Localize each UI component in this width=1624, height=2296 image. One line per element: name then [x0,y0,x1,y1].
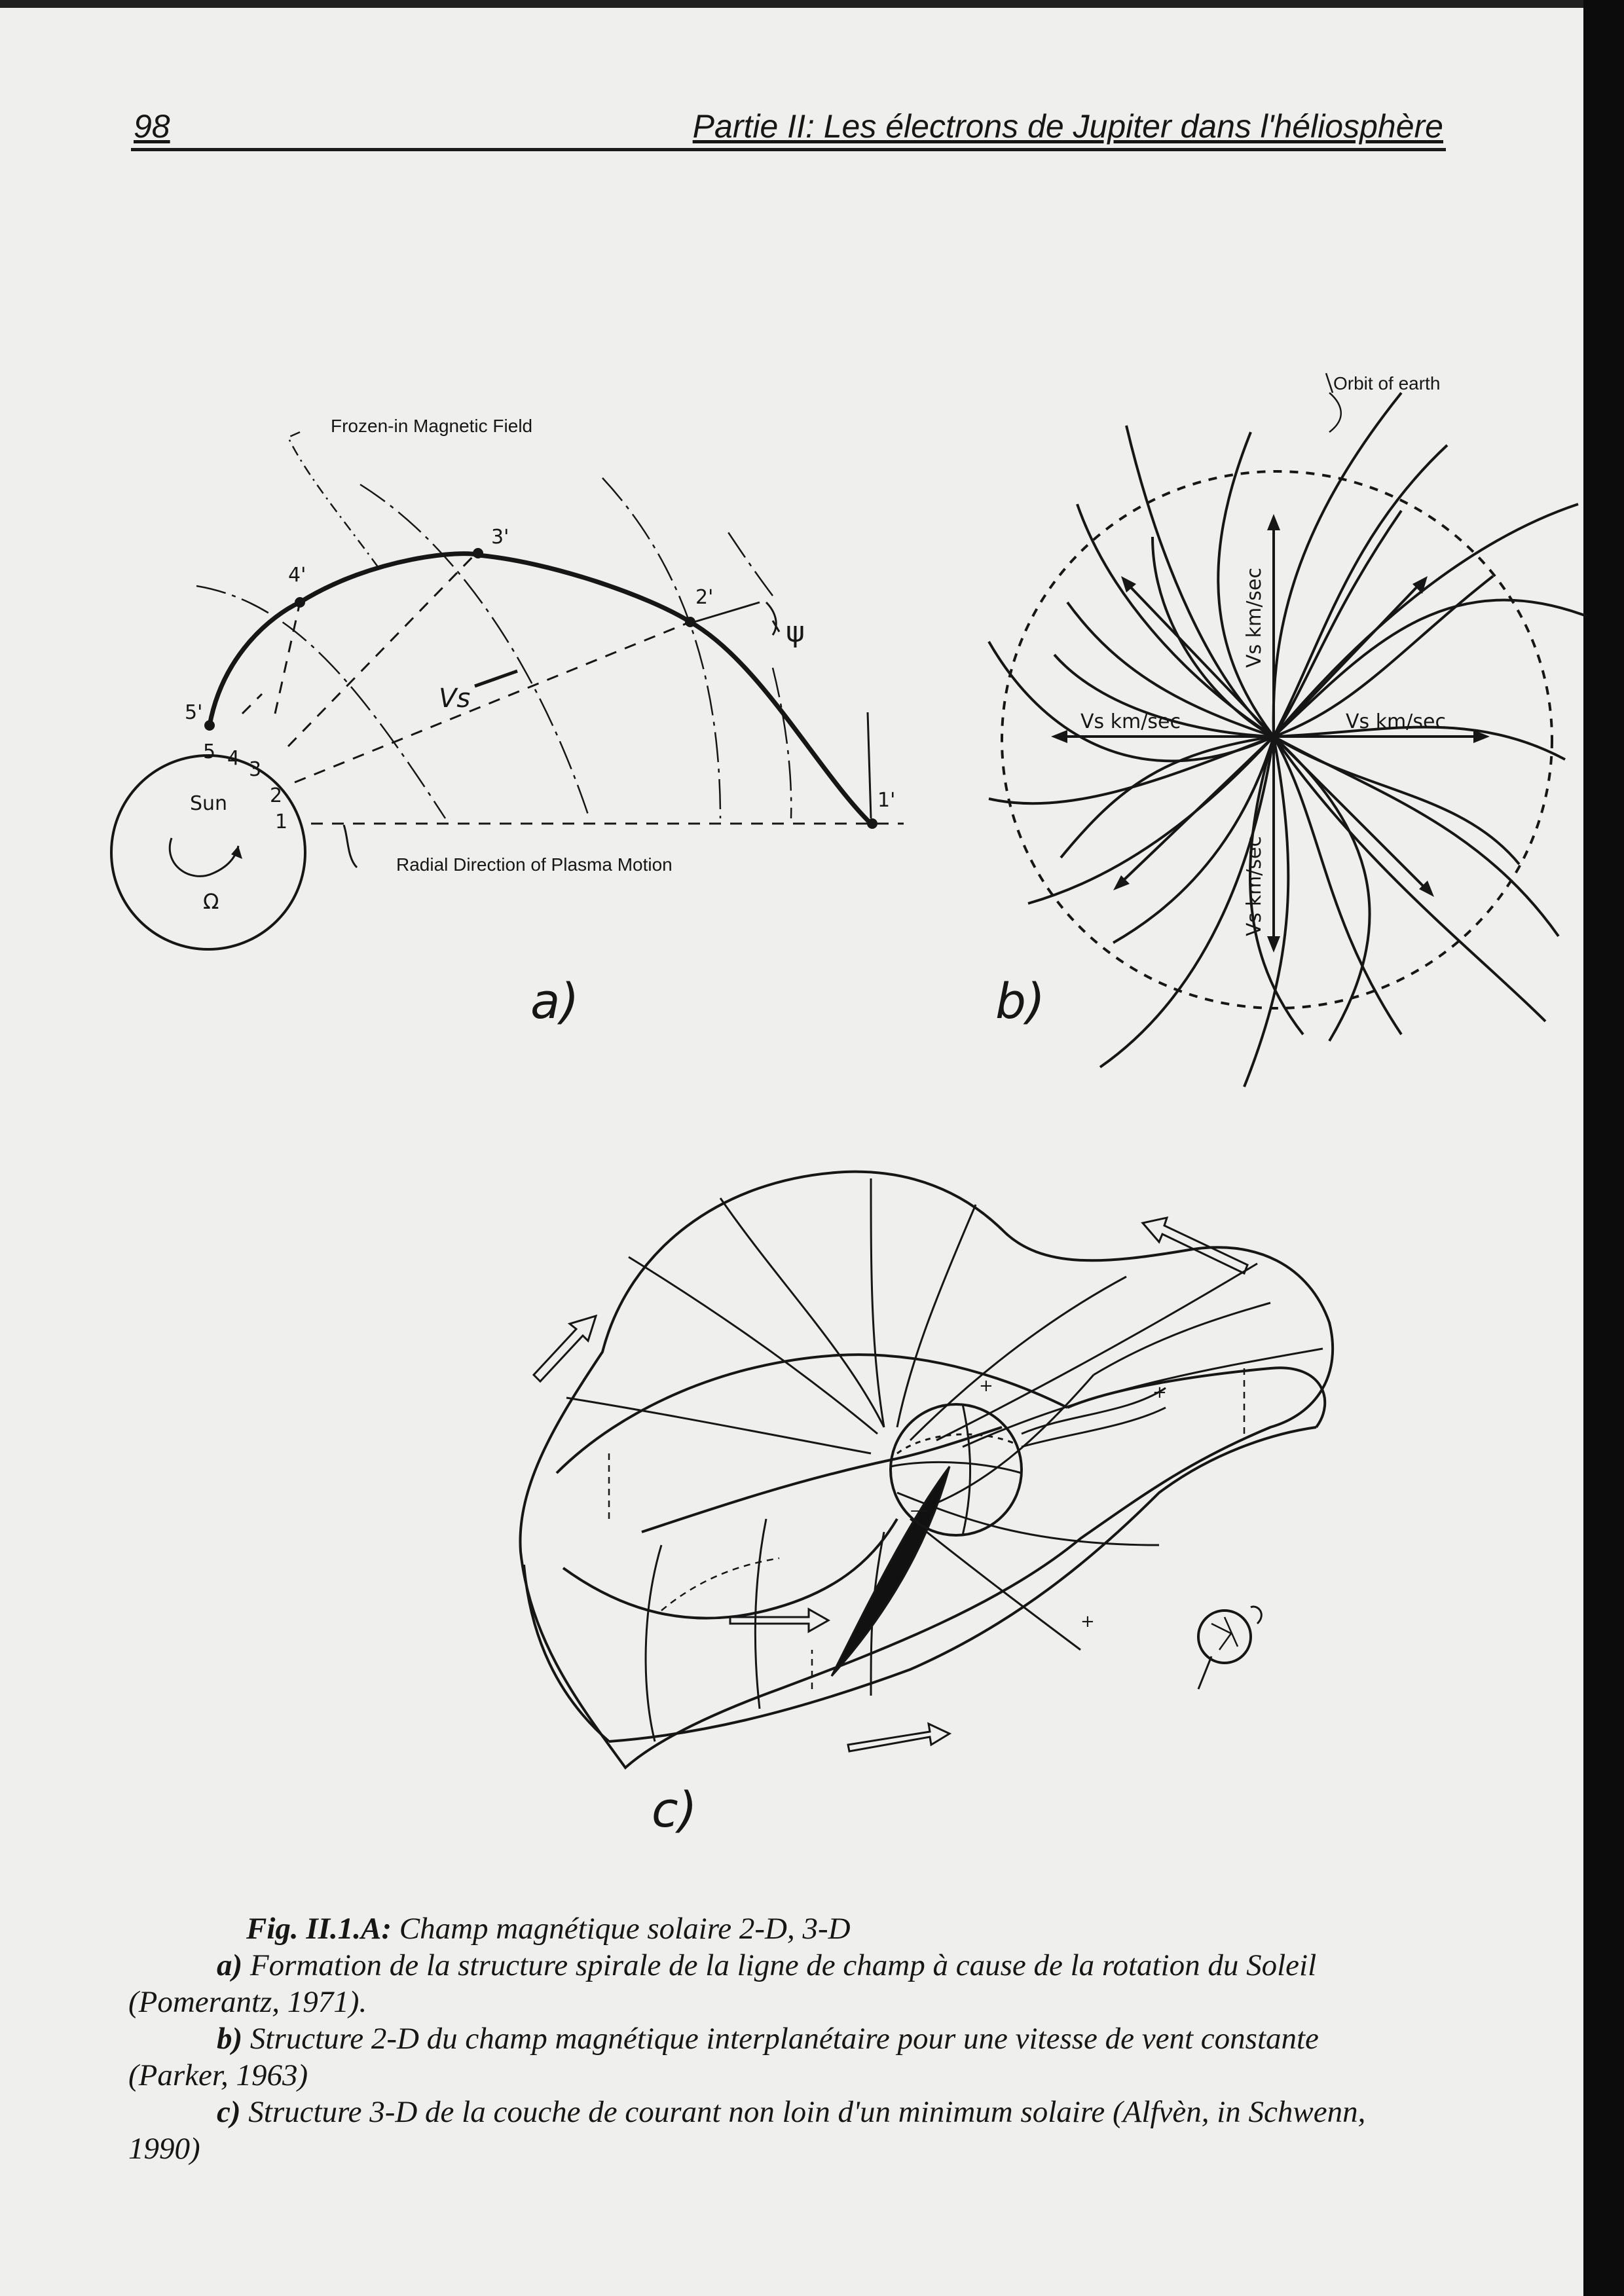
caption-b-label: b) [217,2022,243,2056]
figure-a [98,406,917,1061]
orbit-label: Orbit of earth [1333,373,1441,393]
scan-right-edge [1583,0,1624,2296]
current-sheet-outline [520,1172,1333,1768]
sun-label: Sun [190,792,228,815]
panel-b-label: b) [995,974,1045,1030]
point-3-prime: 3' [491,526,509,549]
svg-text:+: + [979,1376,993,1396]
frozen-field-pointer [288,432,380,570]
caption-b-reference: (Parker, 1963) [128,2058,308,2092]
point-2-prime: 2' [695,586,714,609]
sun-point-2: 2 [270,784,283,807]
svg-text:+: + [1153,1383,1167,1402]
speed-label-right: Vs km/sec [1346,710,1446,733]
caption-a-text: Formation de la structure spirale de la ligne de champ à cause de la rotation du Soleil [249,1948,1317,1982]
orbit-pointer [1329,393,1341,432]
page-header [131,103,1446,151]
svg-text:+: + [1080,1612,1095,1631]
point-1-prime: 1' [877,789,896,812]
velocity-label: Vs [439,683,471,714]
field-line-points [204,548,877,829]
panel-c-label: c) [652,1782,697,1838]
running-title: Partie II: Les électrons de Jupiter dans l'héliosphère [692,108,1443,145]
frozen-field-label: Frozen-in Magnetic Field [331,416,533,436]
caption-title: Fig. II.1.A: [246,1912,392,1946]
radial-direction-label: Radial Direction of Plasma Motion [396,854,673,875]
caption-b-text: Structure 2-D du champ magnétique interplanétaire pour une vitesse de vent constante [249,2022,1319,2056]
figure-c [504,1152,1395,1859]
omega-label: Ω [203,889,219,914]
panel-a-label: a) [530,974,580,1030]
rotation-arrow [170,838,238,876]
caption-c-reference: 1990) [128,2132,200,2166]
figure-caption [128,1910,1450,2167]
caption-c-label: c) [217,2095,241,2129]
sun-point-1: 1 [275,811,288,833]
sun-point-4: 4 [227,747,240,770]
point-5-prime: 5' [185,701,203,724]
caption-a-reference: (Pomerantz, 1971). [128,1985,367,2019]
caption-a-label: a) [217,1948,243,1982]
svg-text:—: — [910,1501,927,1520]
sun-point-5: 5 [203,740,216,763]
speed-label-top: Vs km/sec [1243,568,1266,668]
spiral-field-lines [989,393,1585,1087]
scan-top-edge [0,0,1624,8]
radial-flow-lines [242,551,904,824]
flow-arrows [534,1218,1247,1751]
caption-title-rest: Champ magnétique solaire 2-D, 3-D [399,1912,851,1946]
sun-point-3: 3 [249,758,262,781]
speed-label-left: Vs km/sec [1080,710,1181,733]
psi-label: ψ [786,615,805,649]
point-4-prime: 4' [288,564,306,587]
figure-b [904,367,1585,1126]
speed-label-bottom: Vs km/sec [1243,836,1266,936]
caption-c-text: Structure 3-D de la couche de courant non loin d'un minimum solaire (Alfvèn, in Schwenn, [248,2095,1366,2129]
page-number: 98 [134,108,170,145]
radial-pointer [344,825,357,867]
